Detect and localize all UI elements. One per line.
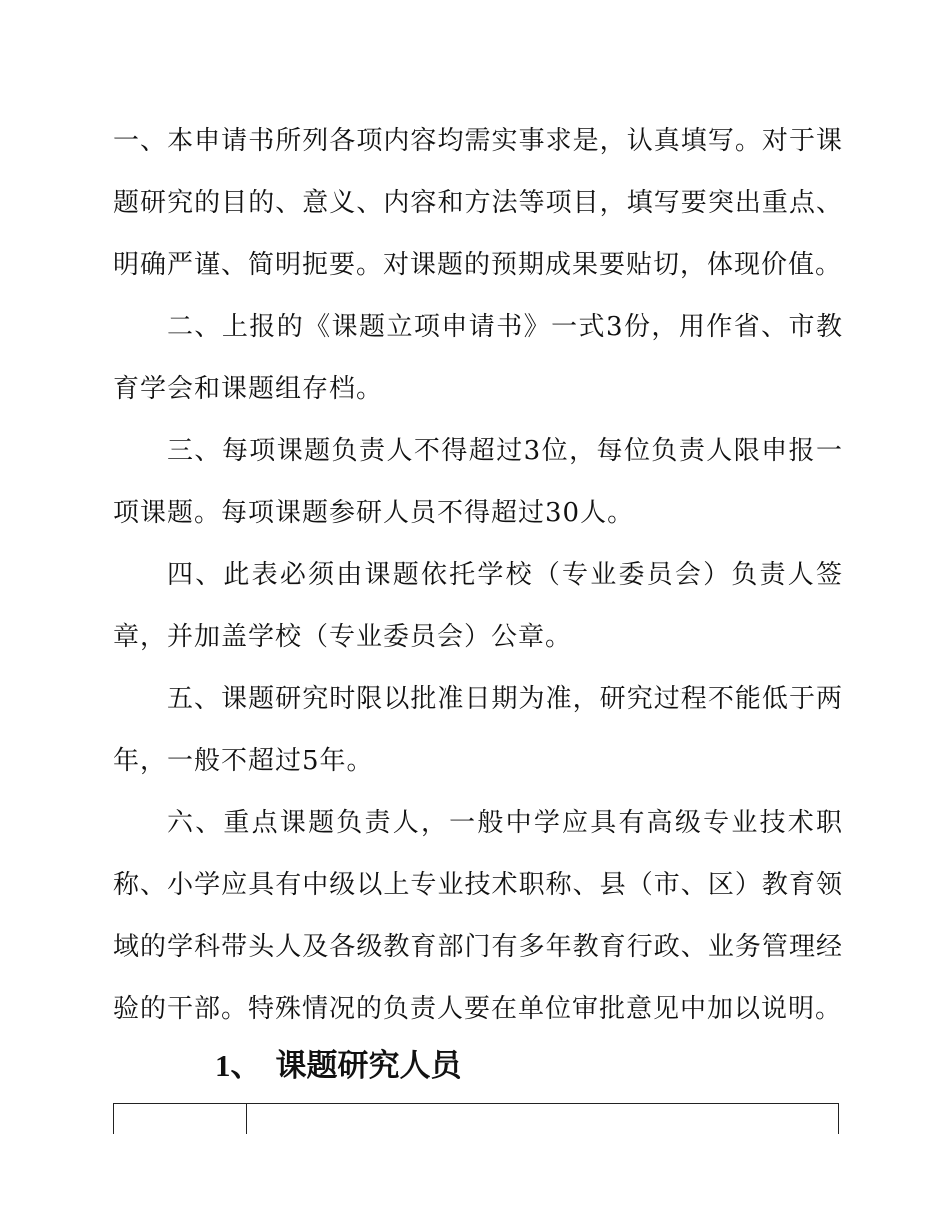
section-heading bbox=[215, 1044, 462, 1088]
researchers-table bbox=[113, 1103, 839, 1134]
note-paragraph-6: 六、重点课题负责人，一般中学应具有高级专业技术职称、小学应具有中级以上专业技术职称、县（市、区）教育领域的学科带头人及各级教育部门有多年教育行政、业务管理经验的干部。特殊情况的负责人要在单位审批意见中加以说明。 bbox=[113, 808, 843, 1024]
table-column-divider bbox=[246, 1104, 247, 1134]
section-number: 1、 bbox=[215, 1048, 262, 1083]
section-title: 课题研究人员 bbox=[275, 1048, 462, 1084]
note-paragraph-4: 四、此表必须由课题依托学校（专业委员会）负责人签章，并加盖学校（专业委员会）公章。 bbox=[113, 560, 843, 652]
note-paragraph-5: 五、课题研究时限以批准日期为准，研究过程不能低于两年，一般不超过5年。 bbox=[113, 684, 843, 776]
note-paragraph-3: 三、每项课题负责人不得超过3位，每位负责人限申报一项课题。每项课题参研人员不得超过30人。 bbox=[113, 436, 843, 528]
note-paragraph-2: 二、上报的《课题立项申请书》一式3份，用作省、市教育学会和课题组存档。 bbox=[113, 312, 843, 404]
note-paragraph-1: 一、本申请书所列各项内容均需实事求是，认真填写。对于课题研究的目的、意义、内容和方法等项目，填写要突出重点、明确严谨、简明扼要。对课题的预期成果要贴切，体现价值。 bbox=[113, 126, 843, 280]
